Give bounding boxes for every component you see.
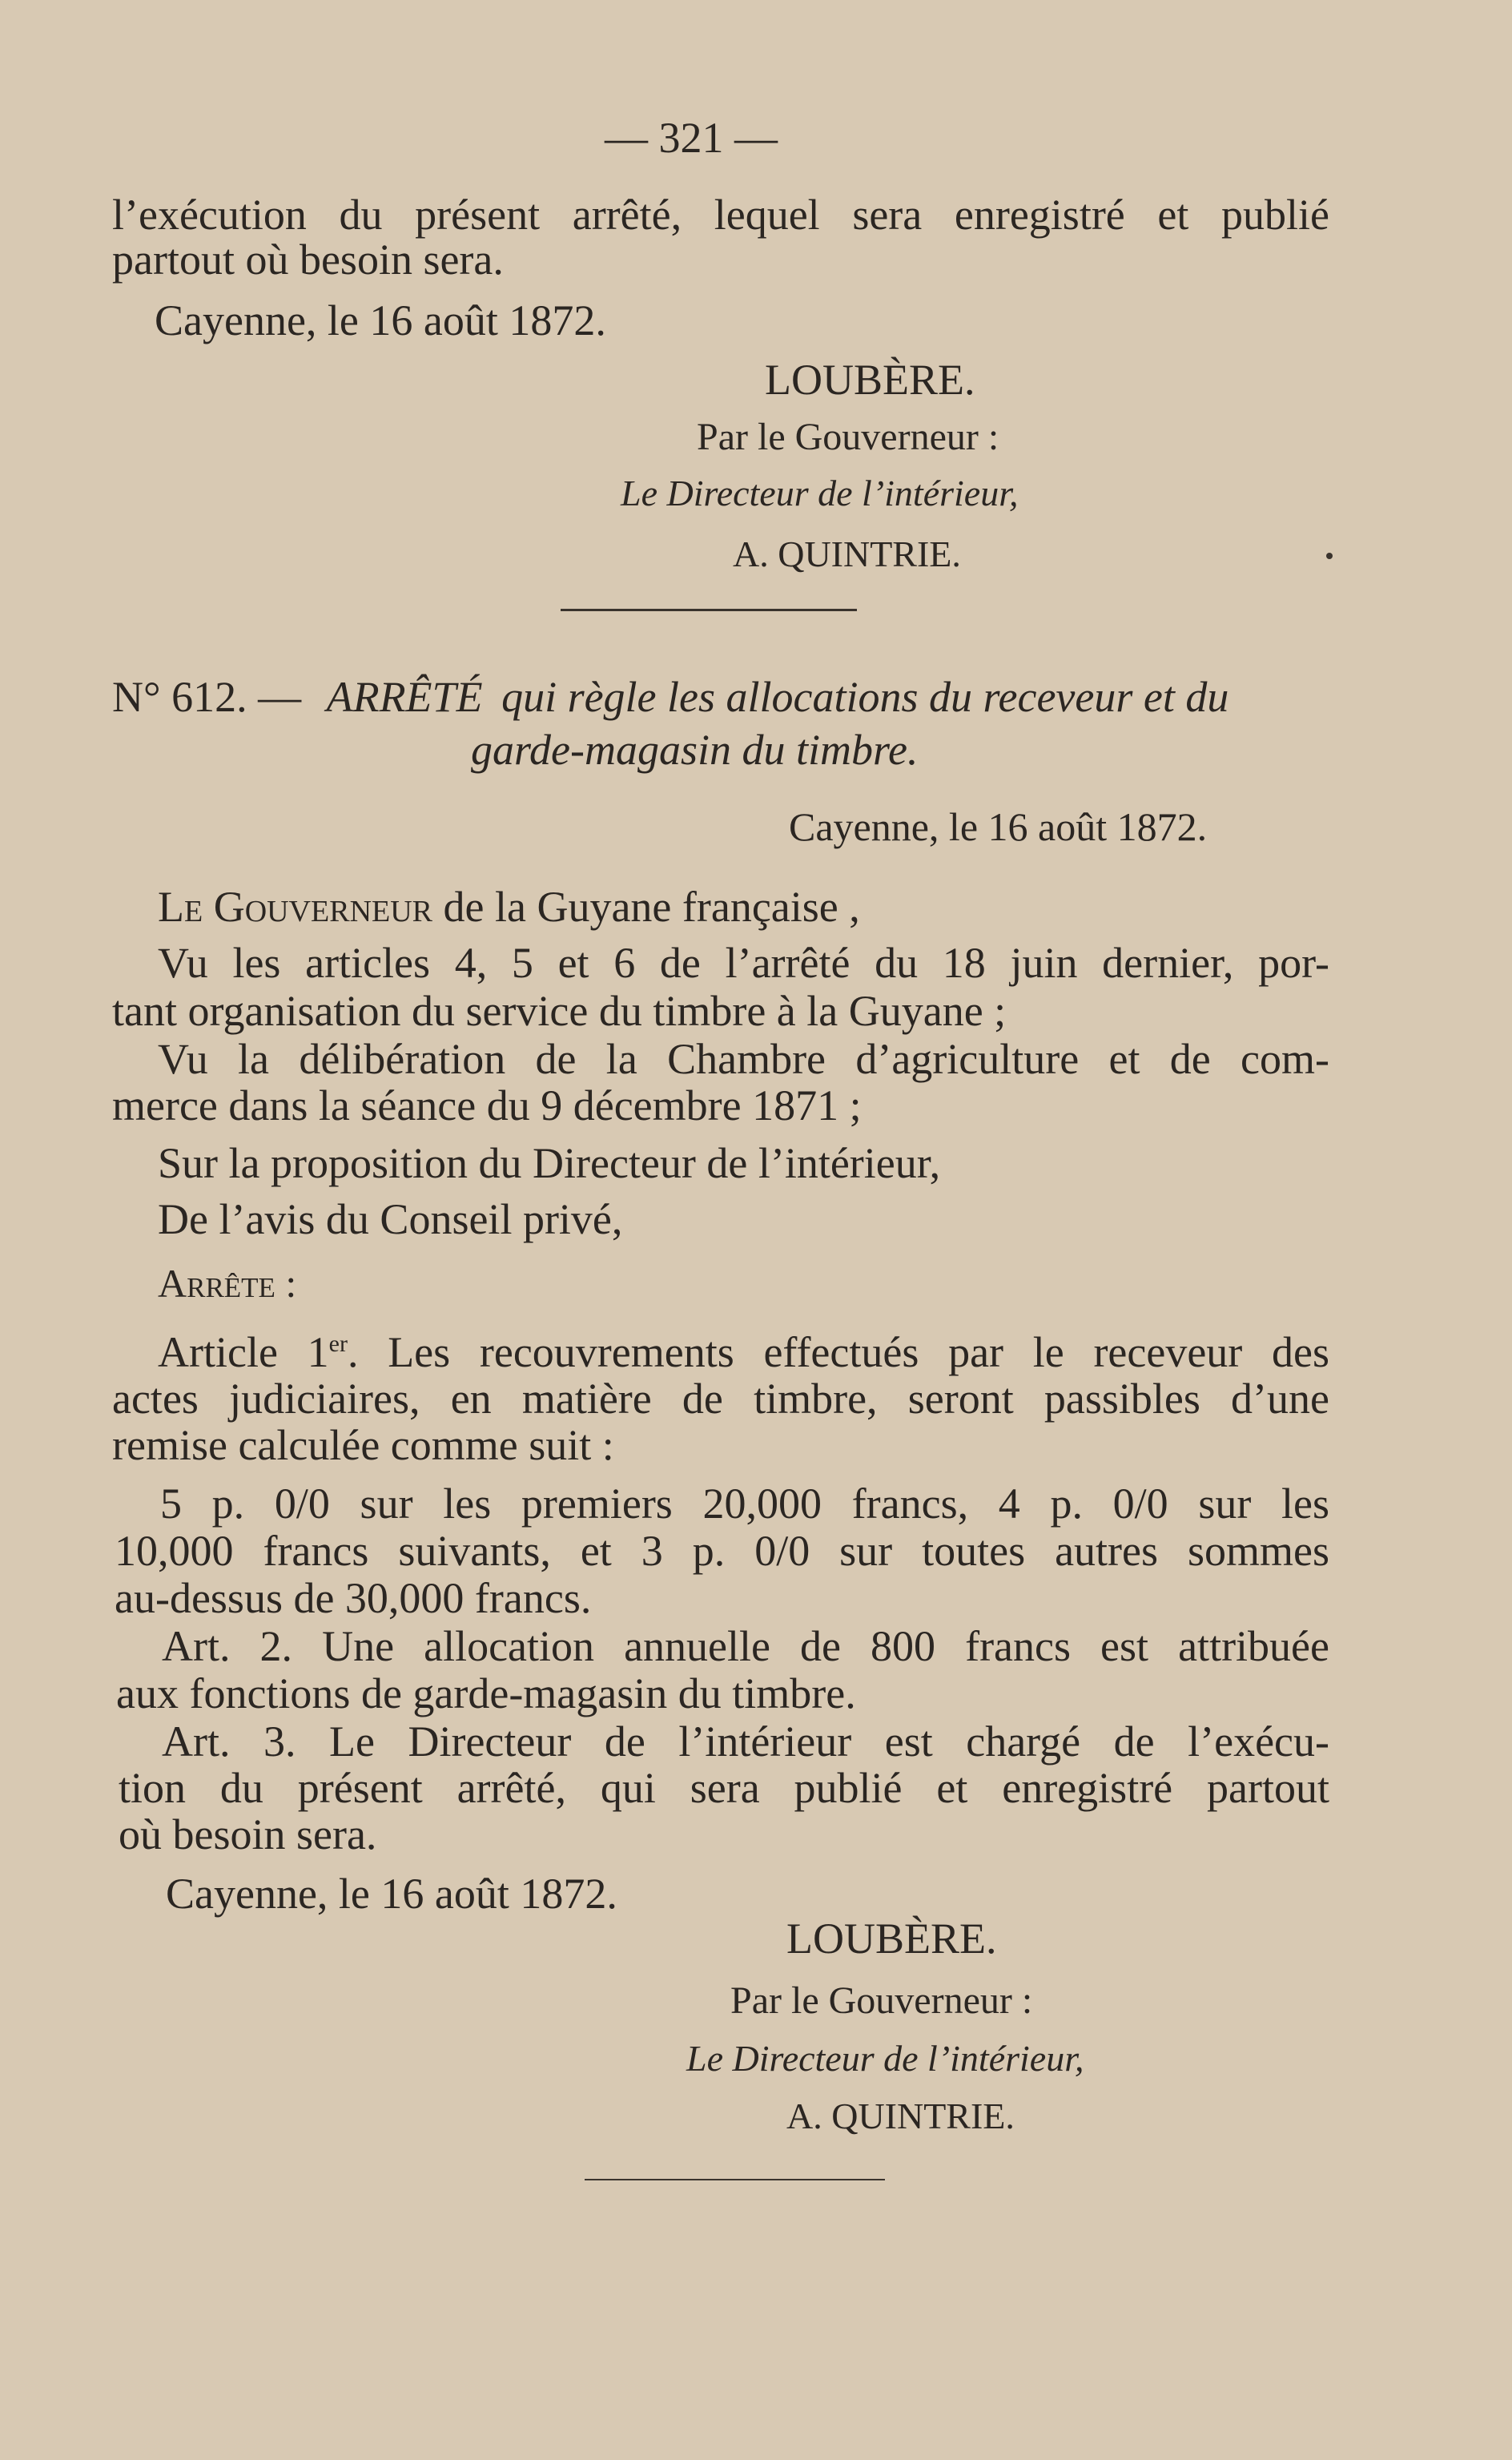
text-line: Vu les articles 4, 5 et 6 de l’arrêté du 18 juin dernier, por- bbox=[158, 939, 1329, 987]
text-line: l’exécution du présent arrêté, lequel sera enregistré et publié bbox=[112, 191, 1329, 239]
signature-by: Par le Gouverneur : bbox=[697, 416, 999, 458]
text-line: partout où besoin sera. bbox=[112, 236, 504, 284]
page-number: — 321 — bbox=[605, 114, 778, 162]
text-line: tant organisation du service du timbre à la Guyane ; bbox=[112, 987, 1007, 1035]
decree-title-line2: garde-magasin du timbre. bbox=[471, 726, 919, 774]
article-1-superscript: er bbox=[328, 1331, 348, 1357]
text-line: Vu la délibération de la Chambre d’agriculture et de com- bbox=[158, 1035, 1329, 1083]
ink-dot bbox=[1326, 553, 1333, 559]
signature-by: Par le Gouverneur : bbox=[730, 1979, 1033, 2022]
decree-title-word: ARRÊTÉ bbox=[326, 673, 483, 721]
signature-name: LOUBÈRE. bbox=[765, 356, 975, 404]
signature-name: LOUBÈRE. bbox=[786, 1914, 997, 1963]
section-divider bbox=[585, 2179, 885, 2180]
signature-director: A. QUINTRIE. bbox=[786, 2096, 1015, 2136]
article-1-label: Article 1 bbox=[158, 1328, 329, 1376]
text-line: Art. 2. Une allocation annuelle de 800 francs est attribuée bbox=[162, 1622, 1329, 1670]
text-line: où besoin sera. bbox=[119, 1810, 377, 1858]
text-line: 5 p. 0/0 sur les premiers 20,000 francs, 4 p. 0/0 sur les bbox=[160, 1480, 1329, 1528]
text-line: Sur la proposition du Directeur de l’intérieur, bbox=[158, 1139, 941, 1187]
decree-heading bbox=[112, 671, 1228, 723]
decree-dateline: Cayenne, le 16 août 1872. bbox=[789, 804, 1208, 849]
text-line: aux fonctions de garde-magasin du timbre. bbox=[116, 1669, 856, 1717]
text-line: actes judiciaires, en matière de timbre, seront passibles d’une bbox=[112, 1375, 1329, 1423]
governor-label: Le Gouverneur bbox=[158, 883, 433, 931]
text-line: merce dans la séance du 9 décembre 1871 ; bbox=[112, 1081, 862, 1129]
governor-text: de la Guyane française , bbox=[443, 883, 860, 931]
signature-title: Le Directeur de l’intérieur, bbox=[686, 2038, 1084, 2079]
text-line: remise calculée comme suit : bbox=[112, 1421, 614, 1469]
article-1-text: . Les recouvrements effectués par le receveur des bbox=[347, 1328, 1329, 1376]
text-line: tion du présent arrêté, qui sera publié et enregistré partout bbox=[119, 1764, 1329, 1812]
signature-director: A. QUINTRIE. bbox=[733, 533, 961, 574]
governor-line bbox=[158, 881, 860, 932]
section-divider bbox=[561, 609, 857, 611]
arrete-label: Arrête : bbox=[158, 1261, 297, 1306]
text-line: 10,000 francs suivants, et 3 p. 0/0 sur toutes autres sommes bbox=[115, 1527, 1329, 1575]
decree-title: qui règle les allocations du receveur et du bbox=[501, 673, 1229, 721]
date-line: Cayenne, le 16 août 1872. bbox=[166, 1870, 617, 1918]
article-1-line bbox=[158, 1327, 1329, 1378]
signature-title: Le Directeur de l’intérieur, bbox=[621, 473, 1019, 513]
date-line: Cayenne, le 16 août 1872. bbox=[155, 296, 606, 344]
text-line: De l’avis du Conseil privé, bbox=[158, 1195, 623, 1243]
text-line: au-dessus de 30,000 francs. bbox=[115, 1574, 592, 1622]
decree-number: N° 612. — bbox=[112, 673, 302, 721]
text-line: Art. 3. Le Directeur de l’intérieur est chargé de l’exécu- bbox=[162, 1717, 1329, 1765]
